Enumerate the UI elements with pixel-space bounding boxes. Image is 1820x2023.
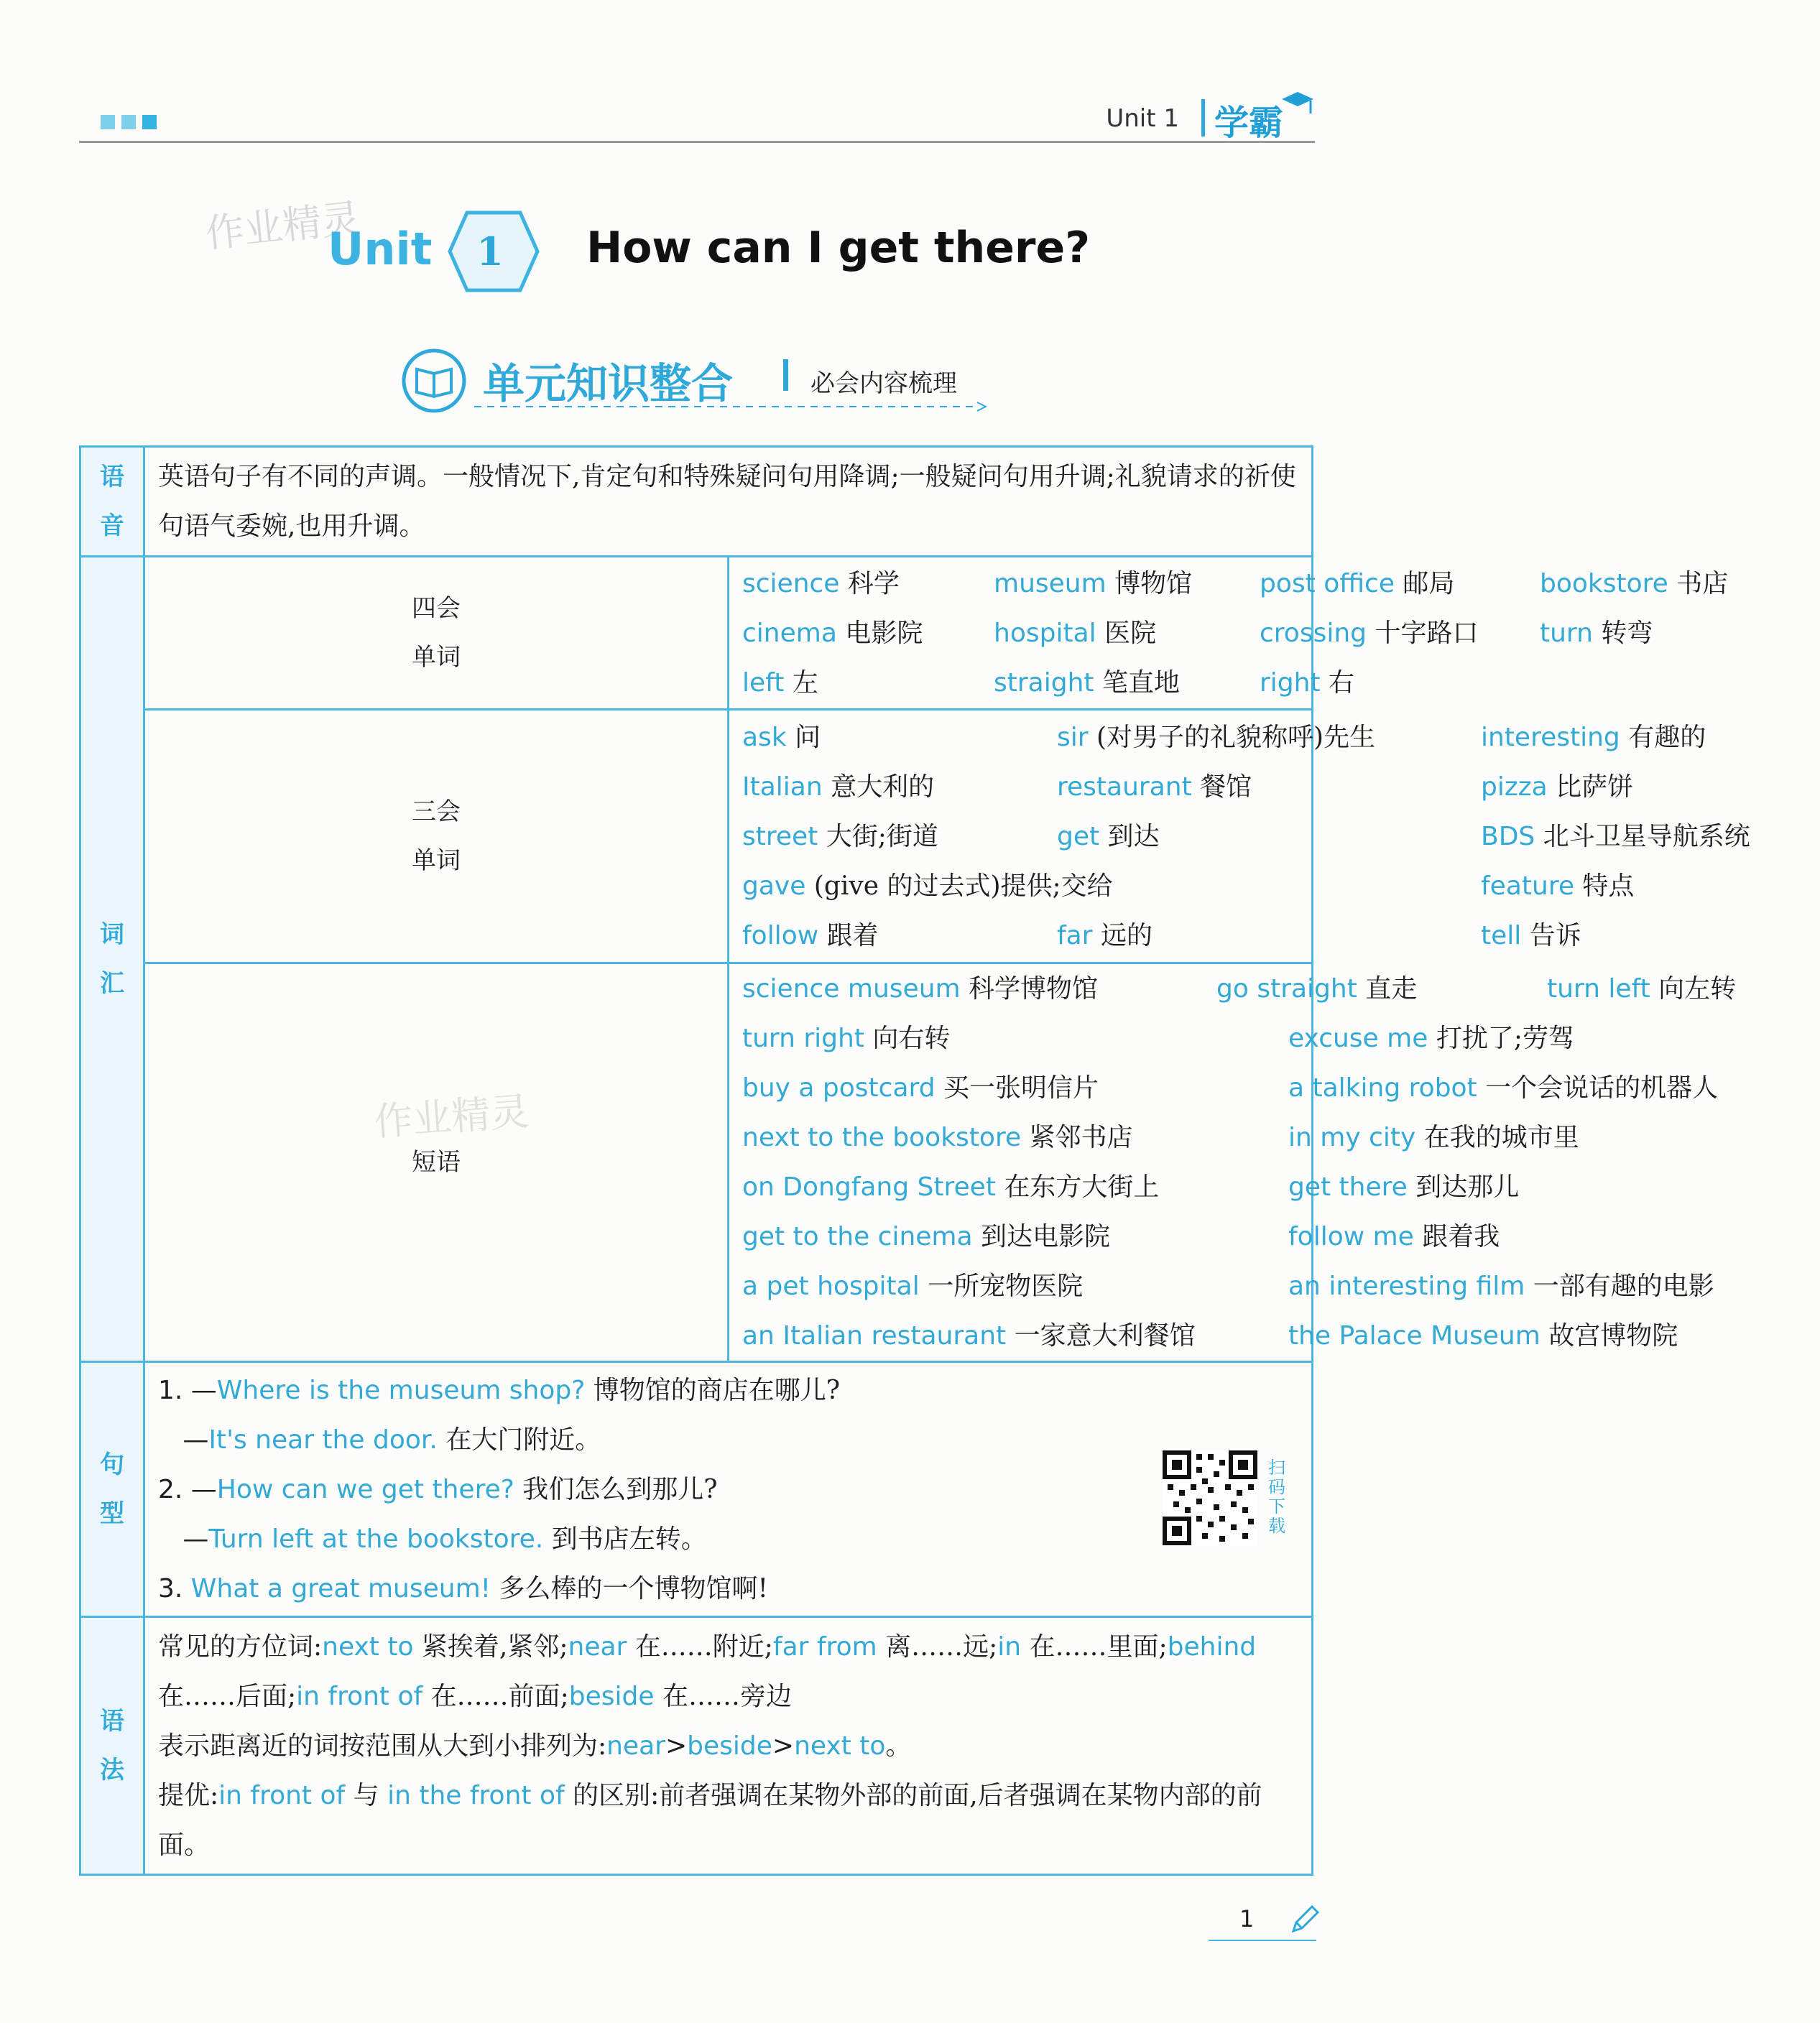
- vocab-item: [1481, 713, 1797, 762]
- vocab-item: [1481, 861, 1797, 911]
- vocab-english: a pet hospital: [742, 1272, 920, 1301]
- grammar-row: [80, 1617, 1313, 1875]
- vocab-item: [1057, 861, 1481, 911]
- unit-number: 1: [476, 228, 504, 274]
- vocab-english: next to the bookstore: [742, 1123, 1022, 1152]
- section-title: 单元知识整合: [483, 359, 734, 408]
- grammar-text-segment: 常见的方位词:: [158, 1631, 323, 1662]
- vocab-item: [994, 658, 1260, 708]
- vocab-english: get: [1057, 821, 1100, 851]
- sentence-prefix: —: [158, 1425, 209, 1455]
- vocab-chinese: 打扰了;劳驾: [1428, 1024, 1574, 1053]
- section-subtitle: 必会内容梳理: [810, 369, 957, 398]
- sentence-prefix: 1. —: [158, 1375, 217, 1405]
- sentence-line: [158, 1415, 1298, 1465]
- sentence-prefix: 3.: [158, 1573, 191, 1603]
- vocab-item: [742, 713, 1057, 762]
- open-book-icon: [401, 348, 467, 414]
- vocab-chinese: 书店: [1668, 568, 1729, 598]
- sentence-chinese: 在大门附近。: [437, 1425, 601, 1455]
- vocab-english: cinema: [742, 618, 837, 648]
- vocab-english: on Dongfang Street: [742, 1172, 996, 1202]
- grammar-term: in: [997, 1631, 1022, 1662]
- vocab-phrase-row: [80, 963, 1313, 1362]
- vocab-english: ask: [742, 722, 787, 752]
- grammar-term: next to: [322, 1631, 414, 1662]
- sentence-chinese: 我们怎么到那儿?: [514, 1474, 718, 1504]
- vocab-item: [1288, 1212, 1820, 1262]
- vocab-chinese: 转弯: [1592, 618, 1653, 648]
- watermark: 作业精灵: [203, 195, 363, 257]
- vocab-item: [742, 812, 1057, 861]
- vocab-english: street: [742, 821, 818, 851]
- vocab-chinese: 直走: [1357, 974, 1418, 1004]
- vocab-chinese: 比萨饼: [1547, 772, 1634, 802]
- sentences-list: [144, 1362, 1313, 1617]
- phrases-grid: [742, 1014, 1719, 1361]
- graduation-cap-icon: [1279, 89, 1315, 118]
- vocab-english: science museum: [742, 974, 961, 1004]
- phrases-first-row: [742, 964, 1737, 1014]
- vocab-item: [1481, 911, 1797, 960]
- page-number-rule: [1209, 1940, 1316, 1941]
- vocab-chinese: 跟着我: [1413, 1222, 1500, 1251]
- sentence-chinese: 多么棒的一个博物馆啊!: [491, 1573, 768, 1603]
- vocab-item: [1481, 812, 1797, 861]
- vocab-item: [742, 1262, 1288, 1311]
- vocab-english: in my city: [1288, 1123, 1416, 1152]
- vocab-english: bookstore: [1540, 568, 1668, 598]
- section-divider: [783, 359, 788, 391]
- vocab-item: [1540, 608, 1770, 658]
- vocab-english: go straight: [1216, 974, 1357, 1004]
- vocab-item: [742, 1014, 1288, 1063]
- vocab-item: [1057, 812, 1481, 861]
- grammar-term: behind: [1167, 1631, 1257, 1662]
- vocab-english: sir: [1057, 722, 1089, 752]
- header-unit-label: Unit 1: [1106, 104, 1179, 133]
- vocab-item: [1057, 713, 1481, 762]
- vocab-english: interesting: [1481, 722, 1620, 752]
- header-rule: [79, 141, 1315, 143]
- three-skill-label: 三会 单词: [144, 710, 729, 963]
- vocab-english: pizza: [1481, 772, 1548, 802]
- sentence-english: It's near the door.: [208, 1425, 438, 1455]
- three-skill-words: [729, 710, 1750, 963]
- pronunciation-text: 英语句子有不同的声调。一般情况下,肯定句和特殊疑问句用降调;一般疑问句用升调;礼貌请求的祈使句语气委婉,也用升调。: [144, 447, 1313, 557]
- vocab-chinese: 一部有趣的电影: [1525, 1272, 1714, 1301]
- vocab-english: buy a postcard: [742, 1073, 936, 1103]
- vocab-item: [742, 658, 994, 708]
- vocab-item: [742, 608, 994, 658]
- vocab-english: science: [742, 568, 840, 598]
- vocab-item: [742, 1311, 1288, 1361]
- pronunciation-label: 语 音: [80, 447, 144, 557]
- vocab-english: feature: [1481, 871, 1574, 901]
- vocab-english: hospital: [994, 618, 1096, 648]
- grammar-text-segment: 。: [885, 1731, 912, 1761]
- sentence-english: Where is the museum shop?: [216, 1375, 586, 1405]
- sentence-prefix: 2. —: [158, 1474, 217, 1504]
- sentence-chinese: 博物馆的商店在哪儿?: [585, 1375, 841, 1405]
- vocab-english: excuse me: [1288, 1024, 1428, 1053]
- vocab-item: [1260, 608, 1540, 658]
- sentence-english: What a great museum!: [190, 1573, 491, 1603]
- vocab-item: [742, 559, 994, 608]
- vocab-item: [1288, 1113, 1820, 1162]
- knowledge-table: [79, 445, 1750, 1876]
- vocab-chinese: 一家意大利餐馆: [1006, 1321, 1196, 1351]
- vocab-chinese: 问: [786, 722, 821, 752]
- vocab-chinese: 科学博物馆: [960, 974, 1099, 1004]
- vocab-item: [742, 964, 1216, 1014]
- vocab-english: gave: [742, 871, 806, 901]
- watermark-center: 作业精灵: [372, 1088, 531, 1145]
- grammar-label: 语 法: [80, 1617, 144, 1875]
- vocab-english: far: [1057, 920, 1093, 950]
- four-skill-words: [729, 557, 1729, 710]
- qr-download-label: 扫码下载: [1268, 1458, 1285, 1536]
- grammar-text-segment: 表示距离近的词按范围从大到小排列为:: [158, 1731, 607, 1761]
- vocab-chinese: 左: [784, 667, 818, 698]
- grammar-term: beside: [687, 1731, 772, 1761]
- vocab-chinese: 科学: [839, 568, 900, 598]
- vocab-item: [1057, 762, 1481, 812]
- vocab-english: the Palace Museum: [1288, 1321, 1540, 1351]
- vocab-item: [1260, 658, 1540, 708]
- vocab-item: [1288, 1162, 1820, 1212]
- grammar-text-segment: 在……旁边: [654, 1681, 792, 1711]
- grammar-text-segment: 在……里面;: [1021, 1631, 1168, 1662]
- vocab-item: [994, 559, 1260, 608]
- vocab-chinese: 在我的城市里: [1415, 1123, 1579, 1152]
- vocab-item: [1288, 1063, 1820, 1113]
- grammar-term: next to: [794, 1731, 886, 1761]
- vocab-chinese: 笔直地: [1094, 667, 1180, 698]
- vocab-chinese: 买一张明信片: [935, 1073, 1099, 1103]
- vocab-chinese: 跟着: [818, 920, 879, 950]
- vocab-chinese: 博物馆: [1106, 568, 1193, 598]
- grammar-line2: [158, 1721, 1298, 1771]
- grammar-term: near: [606, 1731, 665, 1761]
- sentence-chinese: 到书店左转。: [543, 1524, 707, 1554]
- vocab-item: [1481, 762, 1797, 812]
- vocab-english: post office: [1260, 568, 1395, 598]
- vocab-item: [742, 762, 1057, 812]
- vocab-english: an Italian restaurant: [742, 1321, 1007, 1351]
- vocab-item: [1540, 559, 1770, 608]
- vocab-chinese: 医院: [1096, 618, 1157, 648]
- sentences-label: 句 型: [80, 1362, 144, 1617]
- vocab-chinese: 向左转: [1650, 974, 1737, 1004]
- vocab-item: [742, 1162, 1288, 1212]
- grammar-text-segment: 离……远;: [877, 1631, 998, 1662]
- vocab-three-row: [80, 710, 1313, 963]
- grammar-term: in front of: [296, 1681, 423, 1711]
- vocab-chinese: 紧邻书店: [1021, 1123, 1133, 1152]
- grammar-text-segment: >: [665, 1731, 688, 1761]
- grammar-text-segment: 与: [345, 1780, 388, 1810]
- grammar-line1: [158, 1622, 1298, 1721]
- vocab-item: [742, 861, 1113, 911]
- grammar-term: near: [568, 1631, 627, 1662]
- grammar-text-segment: >: [772, 1731, 795, 1761]
- vocab-english: an interesting film: [1288, 1272, 1525, 1301]
- grammar-text: [144, 1617, 1313, 1875]
- sentence-prefix: —: [158, 1524, 209, 1554]
- qr-code[interactable]: [1162, 1450, 1258, 1546]
- dashed-underline: [474, 401, 992, 415]
- vocab-english: tell: [1481, 920, 1522, 950]
- header-decoration: [101, 115, 163, 132]
- vocab-item: [1216, 964, 1547, 1014]
- vocab-chinese: 特点: [1574, 871, 1635, 901]
- vocab-item: [742, 1063, 1288, 1113]
- four-skill-label: 四会 单词: [144, 557, 729, 710]
- vocab-english: crossing: [1260, 618, 1367, 648]
- brand-logo: 学霸: [1214, 103, 1284, 143]
- vocab-english: get to the cinema: [742, 1222, 973, 1251]
- vocab-english: restaurant: [1057, 772, 1192, 802]
- vocab-chinese: 邮局: [1394, 568, 1455, 598]
- grammar-text-segment: 在……前面;: [422, 1681, 569, 1711]
- grammar-term: in front of: [218, 1780, 346, 1810]
- sentence-line: [158, 1366, 1298, 1415]
- pronunciation-row: [80, 447, 1313, 557]
- vocab-chinese: 向右转: [864, 1024, 951, 1053]
- vocab-chinese: 北斗卫星导航系统: [1535, 821, 1750, 851]
- header-divider: [1201, 99, 1205, 136]
- vocab-chinese: 到达那儿: [1407, 1172, 1520, 1202]
- vocab-chinese: 远的: [1092, 920, 1152, 950]
- vocab-english: right: [1260, 667, 1321, 698]
- vocab-chinese: 到达: [1099, 821, 1160, 851]
- vocab-item: [1057, 911, 1481, 960]
- grammar-text-segment: 在……后面;: [158, 1681, 297, 1711]
- vocab-item: [1547, 964, 1820, 1014]
- vocab-chinese: 有趣的: [1620, 722, 1706, 752]
- vocab-english: left: [742, 667, 785, 698]
- vocab-english: a talking robot: [1288, 1073, 1477, 1103]
- vocab-english: straight: [994, 667, 1094, 698]
- page-number: 1: [1239, 1905, 1255, 1932]
- vocab-chinese: 告诉: [1521, 920, 1581, 950]
- vocab-item: [742, 1113, 1288, 1162]
- vocab-english: turn right: [742, 1024, 864, 1053]
- grammar-line3: [158, 1771, 1298, 1870]
- pencil-icon: [1288, 1904, 1321, 1937]
- vocab-item: [994, 608, 1260, 658]
- vocab-english: BDS: [1481, 821, 1535, 851]
- vocab-chinese: 餐馆: [1191, 772, 1252, 802]
- vocab-chinese: 大街;街道: [818, 821, 938, 851]
- vocab-chinese: 一个会说话的机器人: [1477, 1073, 1719, 1103]
- four-skill-grid: [742, 559, 1729, 708]
- sentence-line: [158, 1514, 1298, 1564]
- grammar-text-segment: 的区别:前者强调在某物外部的前面,后者强调在某物内部的前面。: [158, 1780, 1262, 1860]
- vocab-english: turn left: [1547, 974, 1650, 1004]
- vocab-item: [1288, 1311, 1820, 1361]
- grammar-text-segment: 在……附近;: [627, 1631, 773, 1662]
- unit-title: How can I get there?: [586, 223, 1091, 273]
- vocab-item: [1288, 1014, 1820, 1063]
- vocabulary-label: 词 汇: [80, 557, 144, 1362]
- vocab-chinese: 十字路口: [1367, 618, 1479, 648]
- vocab-chinese: (对男子的礼貌称呼)先生: [1088, 722, 1376, 752]
- grammar-term: far from: [772, 1631, 877, 1662]
- grammar-text-segment: 紧挨着,紧邻;: [413, 1631, 568, 1662]
- sentence-english: How can we get there?: [216, 1474, 514, 1504]
- vocab-chinese: 在东方大街上: [995, 1172, 1160, 1202]
- vocab-chinese: 故宫博物院: [1540, 1321, 1678, 1351]
- vocab-item: [1288, 1262, 1820, 1311]
- vocab-english: get there: [1288, 1172, 1408, 1202]
- vocab-english: Italian: [742, 772, 823, 802]
- phrases-label: 短语: [144, 963, 729, 1362]
- sentence-english: Turn left at the bookstore.: [208, 1524, 544, 1554]
- unit-word: Unit: [328, 223, 433, 275]
- vocab-item: [1260, 559, 1540, 608]
- phrases-list: [729, 963, 1737, 1362]
- grammar-term: in the front of: [387, 1780, 565, 1810]
- vocab-chinese: 到达电影院: [972, 1222, 1111, 1251]
- vocab-english: follow: [742, 920, 819, 950]
- vocab-english: follow me: [1288, 1222, 1414, 1251]
- vocab-item: [742, 911, 1057, 960]
- vocab-item: [742, 1212, 1288, 1262]
- grammar-term: beside: [568, 1681, 655, 1711]
- grammar-text-segment: 提优:: [158, 1780, 219, 1810]
- vocab-english: museum: [994, 568, 1107, 598]
- vocab-chinese: 意大利的: [822, 772, 935, 802]
- vocab-chinese: (give 的过去式)提供;交给: [805, 871, 1113, 901]
- vocab-english: turn: [1540, 618, 1593, 648]
- vocab-chinese: 右: [1320, 667, 1355, 698]
- sentence-line: [158, 1564, 1298, 1614]
- sentence-line: [158, 1465, 1298, 1514]
- sentences-row: [80, 1362, 1313, 1617]
- vocab-chinese: 电影院: [836, 618, 923, 648]
- vocab-chinese: 一所宠物医院: [919, 1272, 1084, 1301]
- three-skill-grid: [742, 713, 1750, 960]
- vocab-four-row: [80, 557, 1313, 710]
